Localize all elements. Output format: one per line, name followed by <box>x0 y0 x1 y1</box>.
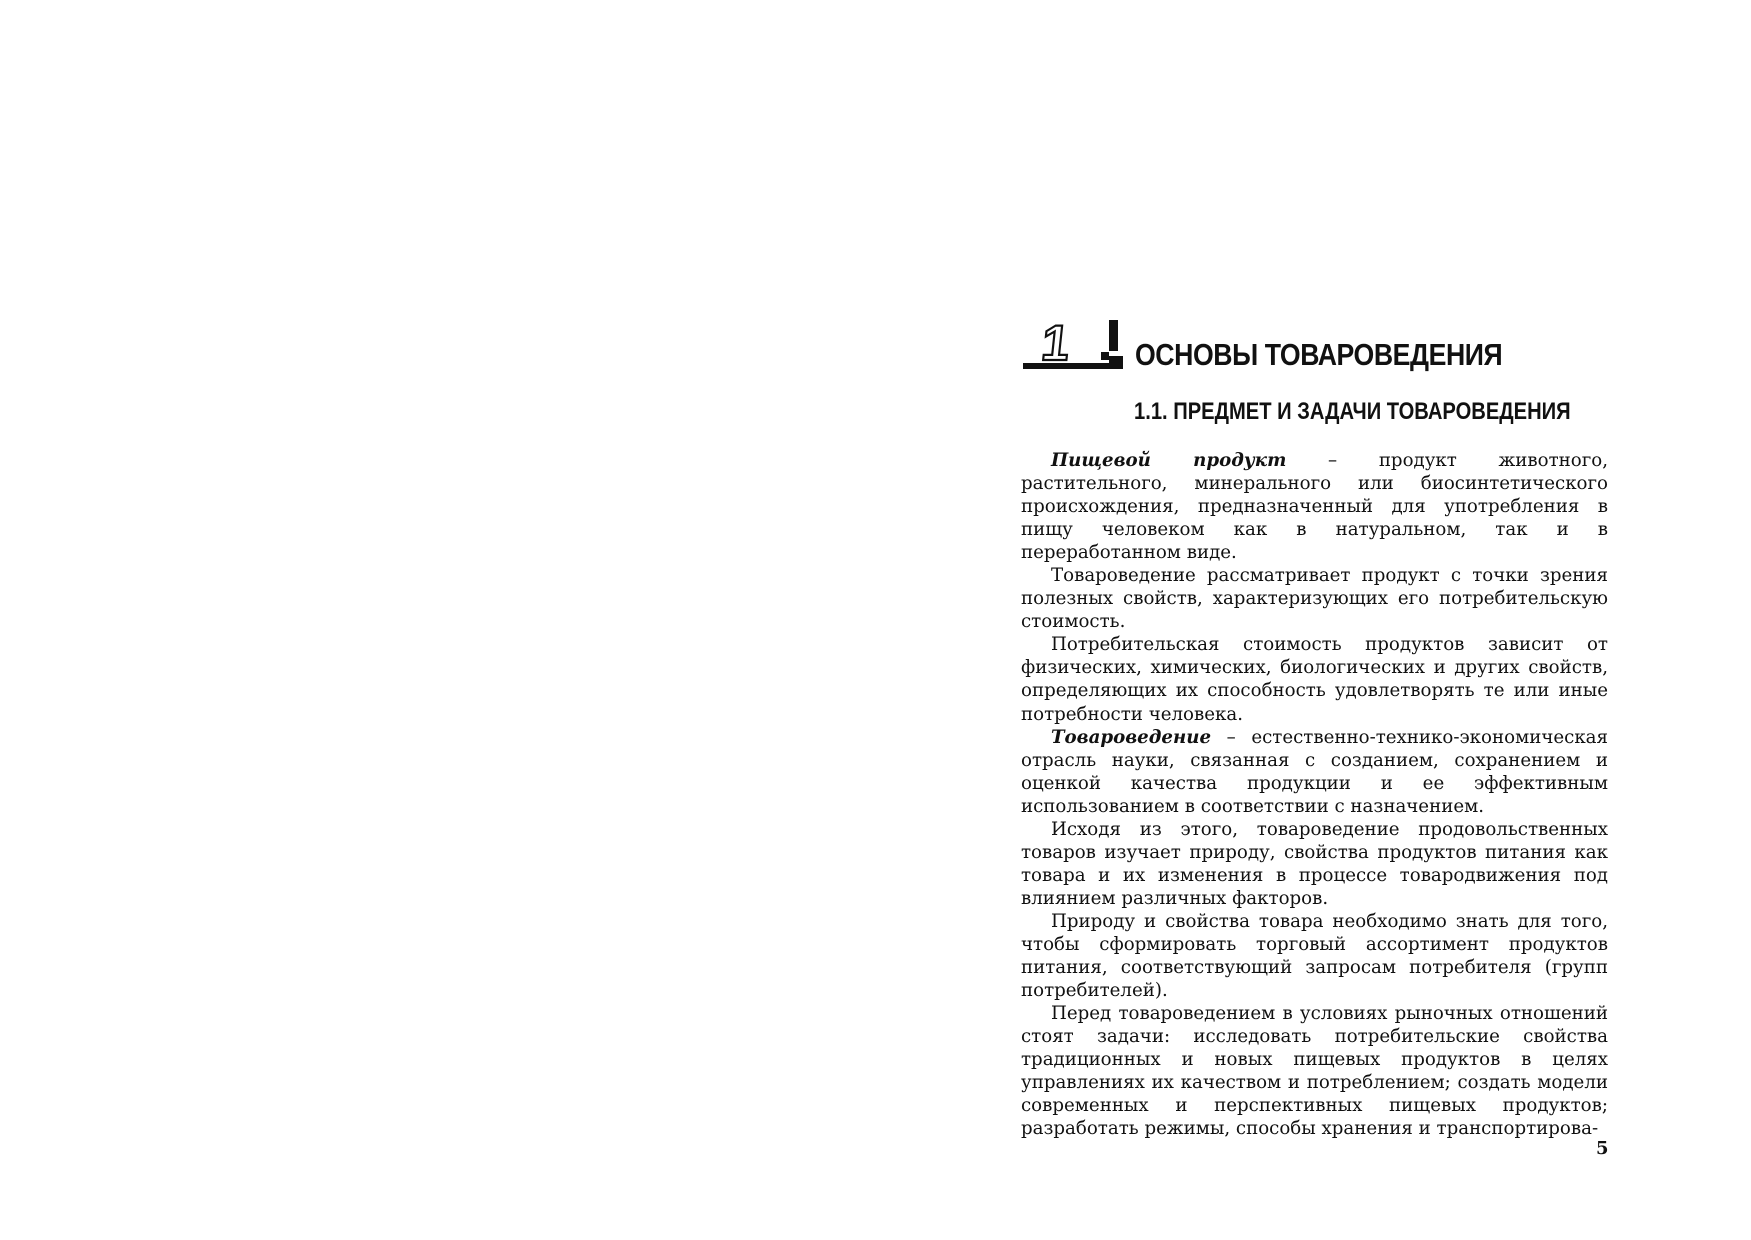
paragraph <box>1021 1002 1608 1140</box>
left-page-blank <box>0 0 875 1240</box>
paragraph-text: – естественно-технико-экономическая отрасль науки, связанная с созданием, сохранением и оценкой качества продукции и ее эффективным использованием в соответствии с назначением. <box>1021 726 1608 817</box>
paragraph <box>1021 633 1608 725</box>
paragraph-text: Исходя из этого, товароведение продовольственных товаров изучает природу, свойства продуктов питания как товара и их изменения в процессе товародвижения под влиянием различных факторов. <box>1021 818 1608 909</box>
emblem-block-top <box>1109 320 1118 351</box>
paragraph <box>1021 564 1608 633</box>
paragraph <box>1021 726 1608 818</box>
emblem-numeral: 1 <box>1038 315 1073 371</box>
page-number: 5 <box>1596 1138 1609 1159</box>
paragraph <box>1021 449 1608 564</box>
paragraph-text: Перед товароведением в условиях рыночных отношений стоят задачи: исследовать потребительские свойства традиционных и новых пищевых продуктов в целях управлениях их качеством и потреблением; создать модели современных и перспективных пищевых продуктов; разработать режимы, способы хранения и транспортирова- <box>1021 1003 1608 1140</box>
chapter-heading <box>1023 312 1623 376</box>
paragraph <box>1021 818 1608 910</box>
chapter-number-emblem <box>1023 312 1127 374</box>
chapter-title: ОСНОВЫ ТОВАРОВЕДЕНИЯ <box>1135 337 1503 372</box>
emblem-block-bottom <box>1109 356 1123 369</box>
paragraph-term: Товароведение <box>1051 726 1212 748</box>
paragraph-text: Природу и свойства товара необходимо знать для того, чтобы сформировать торговый ассортимент продуктов питания, соответствующий запросам потребителя (групп потребителей). <box>1021 910 1608 1002</box>
emblem-block-gap <box>1109 352 1118 356</box>
body-text <box>1021 449 1608 1140</box>
paragraph-text: Потребительская стоимость продуктов зависит от физических, химических, биологических и других свойств, определяющих их способность удовлетворять те или иные потребности человека. <box>1021 634 1608 725</box>
emblem-block-mid <box>1101 352 1109 360</box>
paragraph-text: – продукт животного, растительного, минерального или биосинтетического происхождения, предназначенный для употребления в пищу человеком как в натуральном, так и в переработанном виде. <box>1021 450 1608 564</box>
paragraph-text: Товароведение рассматривает продукт с точки зрения полезных свойств, характеризующих его потребительскую стоимость. <box>1021 565 1608 633</box>
paragraph <box>1021 910 1608 1002</box>
paragraph-term: Пищевой продукт <box>1051 450 1287 471</box>
section-title: 1.1. ПРЕДМЕТ И ЗАДАЧИ ТОВАРОВЕДЕНИЯ <box>1134 398 1571 425</box>
